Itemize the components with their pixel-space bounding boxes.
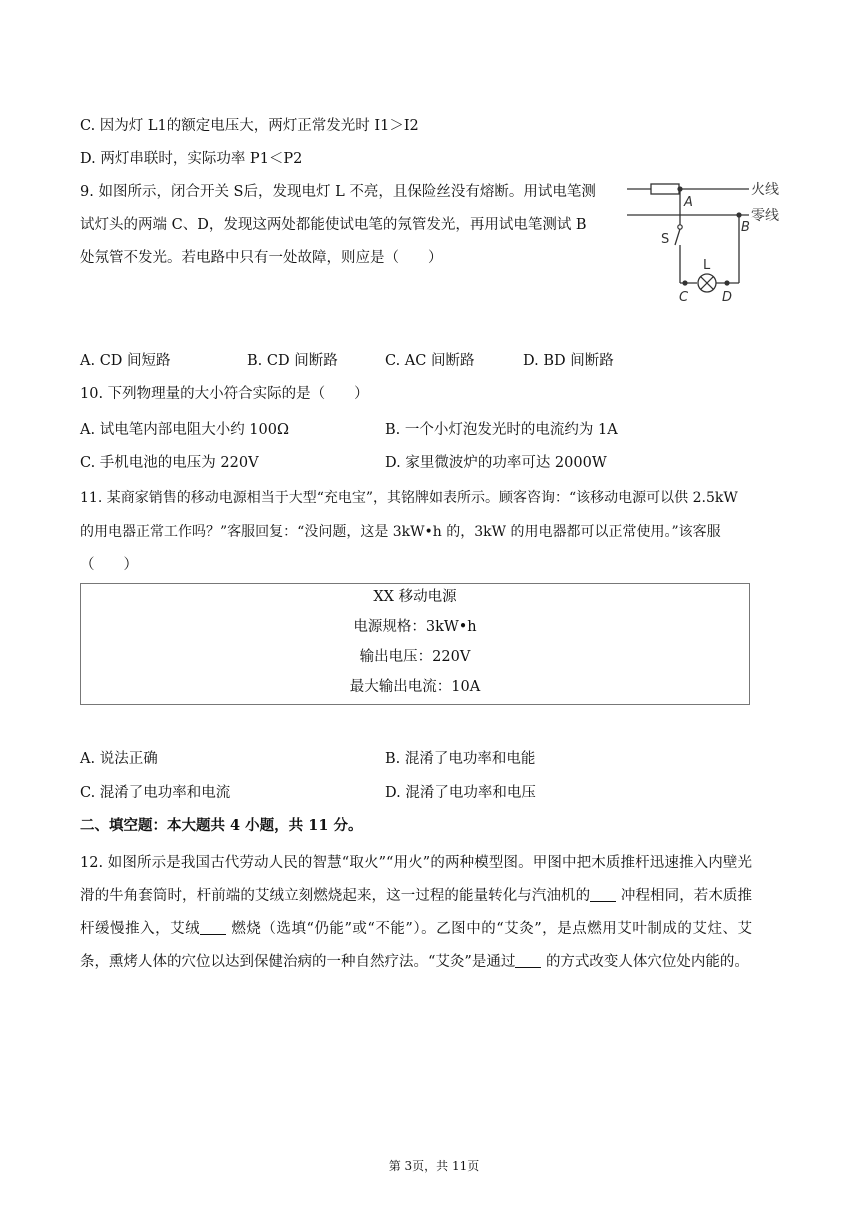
label-l: L	[703, 258, 711, 273]
q9-option-b: B. CD 间断路	[247, 353, 338, 369]
q12-blank-2	[200, 918, 226, 935]
q10-option-d: D. 家里微波炉的功率可达 2000W	[385, 455, 607, 471]
q10-option-b: B. 一个小灯泡发光时的电流约为 1A	[385, 422, 618, 438]
q12-blank-1	[590, 885, 616, 902]
q8-option-d: D. 两灯串联时，实际功率 P1＜P2	[80, 151, 303, 167]
q10-stem: 10. 下列物理量的大小符合实际的是（ ）	[80, 386, 369, 402]
label-s: S	[661, 232, 670, 247]
switch-contact-icon	[678, 225, 682, 229]
q9-option-a: A. CD 间短路	[80, 353, 171, 369]
q8-option-c: C. 因为灯 L1的额定电压大，两灯正常发光时 I1＞I2	[80, 118, 419, 134]
q11-stem-line2: 的用电器正常工作吗？”客服回复：“没问题，这是 3kW•h 的，3kW 的用电器都可以正常使用。”该客服	[80, 524, 721, 540]
q9-circuit-figure	[625, 175, 795, 305]
node-b-dot	[736, 212, 741, 217]
label-c: C	[679, 290, 689, 305]
nameplate-title: XX 移动电源	[373, 589, 457, 605]
q9-stem-line2: 试灯头的两端 C、D，发现这两处都能使试电笔的氖管发光，再用试电笔测试 B	[80, 217, 587, 233]
label-d: D	[722, 290, 733, 305]
q11-option-d: D. 混淆了电功率和电压	[385, 785, 536, 801]
section-heading-fill-in: 二、填空题：本大题共 4 小题，共 11 分。	[80, 817, 363, 834]
live-wire-label: 火线	[751, 182, 779, 198]
fuse-icon	[651, 184, 679, 194]
q11-option-b: B. 混淆了电功率和电能	[385, 751, 536, 767]
q12-paragraph	[80, 847, 752, 979]
nameplate-table	[80, 583, 750, 705]
q12-text-part3: 燃烧（选填“仍能”或“不能”）。乙图中的“艾灸”，是点燃用艾叶制成的艾炷、艾条，熏烤人体的穴位以达到保健治病的一种自然疗法。“艾灸”是通过	[80, 921, 752, 970]
nameplate-voltage: 输出电压：220V	[359, 649, 471, 665]
q11-stem-line3: （ ）	[80, 557, 138, 573]
q9-option-c: C. AC 间断路	[385, 353, 475, 369]
switch-blade-icon	[675, 229, 680, 245]
node-d-dot	[724, 280, 729, 285]
neutral-wire-label: 零线	[751, 208, 779, 224]
q10-option-c: C. 手机电池的电压为 220V	[80, 455, 259, 471]
q12-text-part2: 冲程相同，若木质推杆缓慢推入，艾绒	[80, 888, 753, 937]
nameplate-current: 最大输出电流：10A	[349, 679, 481, 695]
node-c-dot	[682, 280, 687, 285]
label-a: A	[684, 195, 693, 210]
q10-option-a: A. 试电笔内部电阻大小约 100Ω	[80, 422, 289, 438]
q11-option-c: C. 混淆了电功率和电流	[80, 785, 231, 801]
nameplate-capacity: 电源规格：3kW•h	[353, 619, 477, 635]
label-b: B	[741, 220, 750, 235]
q9-stem-line3: 处氖管不发光。若电路中只有一处故障，则应是（ ）	[80, 250, 443, 266]
q11-stem-line1: 11. 某商家销售的移动电源相当于大型“充电宝”，其铭牌如表所示。顾客咨询：“该移动电源可以供 2.5kW	[80, 490, 738, 506]
q9-option-d: D. BD 间断路	[523, 353, 614, 369]
q12-blank-3	[515, 951, 541, 968]
q11-option-a: A. 说法正确	[80, 751, 158, 767]
q12-text-part4: 的方式改变人体穴位处内能的。	[545, 954, 749, 970]
page-footer: 第 3页，共 11页	[388, 1159, 480, 1173]
q12-text-part1: 12. 如图所示是我国古代劳动人民的智慧“取火”“用火”的两种模型图。甲图中把木质推杆迅速推入内壁光滑的牛角套筒时，杆前端的艾绒立刻燃烧起来，这一过程的能量转化与汽油机的	[80, 855, 752, 904]
q9-stem-line1: 9. 如图所示，闭合开关 S后，发现电灯 L 不亮，且保险丝没有熔断。用试电笔测	[80, 184, 596, 200]
